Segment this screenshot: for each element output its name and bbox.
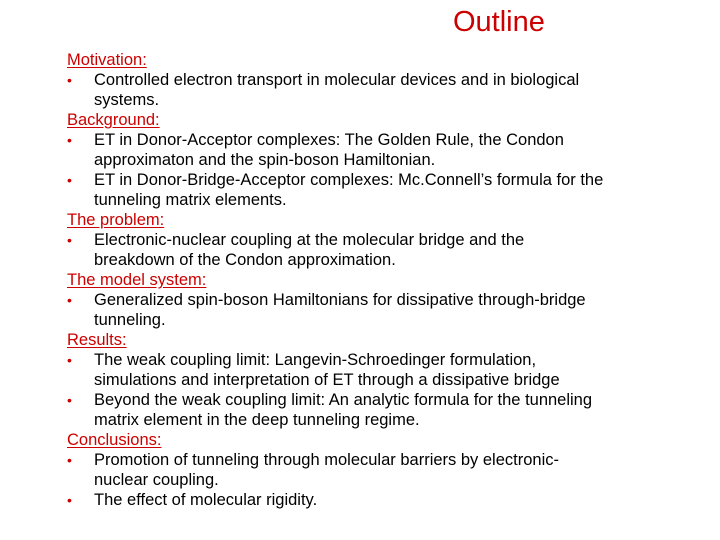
bullet-dot-icon: • <box>67 452 72 468</box>
bullet-item <box>67 130 707 170</box>
section-background <box>67 110 707 210</box>
bullet-item <box>67 170 707 210</box>
section-heading: The problem: <box>67 211 165 229</box>
bullet-item <box>67 450 707 490</box>
bullet-item <box>67 290 707 330</box>
bullet-line: simulations and interpretation of ET through a dissipative bridge <box>94 371 560 389</box>
section-heading: Motivation: <box>67 51 147 69</box>
bullet-line: ET in Donor-Acceptor complexes: The Golden Rule, the Condon <box>94 131 564 149</box>
section-heading: The model system: <box>67 271 207 289</box>
section-heading: Results: <box>67 331 127 349</box>
section-conclusions <box>67 430 707 510</box>
bullet-dot-icon: • <box>67 392 72 408</box>
bullet-line: approximaton and the spin-boson Hamiltonian. <box>94 151 436 169</box>
section-problem <box>67 210 707 270</box>
bullet-line: The weak coupling limit: Langevin-Schroedinger formulation, <box>94 351 537 369</box>
bullet-line: ET in Donor-Bridge-Acceptor complexes: Mc.Connell’s formula for the <box>94 171 604 189</box>
bullet-item <box>67 390 707 430</box>
bullet-line: nuclear coupling. <box>94 471 219 489</box>
bullet-line: Generalized spin-boson Hamiltonians for dissipative through-bridge <box>94 291 586 309</box>
section-model-system <box>67 270 707 330</box>
bullet-dot-icon: • <box>67 292 72 308</box>
slide-title: Outline <box>453 6 545 38</box>
bullet-dot-icon: • <box>67 352 72 368</box>
bullet-item <box>67 230 707 270</box>
bullet-dot-icon: • <box>67 132 72 148</box>
bullet-line: Electronic-nuclear coupling at the molecular bridge and the <box>94 231 525 249</box>
outline-content <box>67 50 707 510</box>
bullet-item <box>67 350 707 390</box>
bullet-line: The effect of molecular rigidity. <box>94 491 318 509</box>
bullet-dot-icon: • <box>67 232 72 248</box>
bullet-line: matrix element in the deep tunneling regime. <box>94 411 420 429</box>
bullet-line: Promotion of tunneling through molecular barriers by electronic- <box>94 451 559 469</box>
section-heading: Conclusions: <box>67 431 162 449</box>
section-heading: Background: <box>67 111 160 129</box>
bullet-line: breakdown of the Condon approximation. <box>94 251 396 269</box>
section-results <box>67 330 707 430</box>
bullet-line: tunneling matrix elements. <box>94 191 287 209</box>
bullet-line: systems. <box>94 91 160 109</box>
bullet-line: Beyond the weak coupling limit: An analytic formula for the tunneling <box>94 391 593 409</box>
bullet-line: Controlled electron transport in molecular devices and in biological <box>94 71 580 89</box>
bullet-dot-icon: • <box>67 172 72 188</box>
bullet-dot-icon: • <box>67 492 72 508</box>
bullet-line: tunneling. <box>94 311 166 329</box>
bullet-dot-icon: • <box>67 72 72 88</box>
section-motivation <box>67 50 707 110</box>
bullet-item <box>67 70 707 110</box>
bullet-item <box>67 490 707 510</box>
